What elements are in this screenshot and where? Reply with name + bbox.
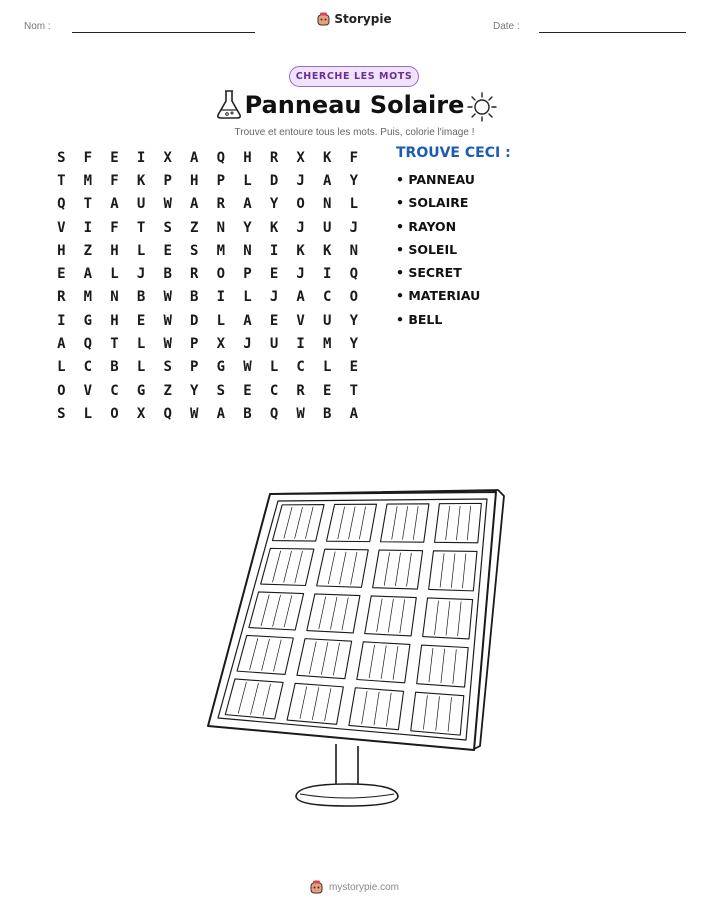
grid-cell: N xyxy=(216,219,226,236)
grid-cell: H xyxy=(243,149,252,166)
grid-cell: P xyxy=(190,359,199,376)
grid-cell: K xyxy=(323,149,332,166)
grid-cell: N xyxy=(349,242,359,259)
grid-cell: A xyxy=(190,149,199,166)
grid-cell: S xyxy=(216,382,226,399)
grid-cell: E xyxy=(110,149,119,166)
grid-cell: X xyxy=(216,336,226,353)
grid-cell: O xyxy=(110,405,119,422)
grid-cell: A xyxy=(57,336,66,353)
grid-cell: A xyxy=(243,196,252,213)
grid-cell: T xyxy=(110,336,119,353)
footer xyxy=(0,880,709,894)
grid-cell: J xyxy=(269,289,279,306)
date-label: Date : xyxy=(493,21,520,32)
grid-cell: G xyxy=(136,382,146,399)
grid-cell: L xyxy=(57,359,66,376)
grid-cell: P xyxy=(190,336,199,353)
grid-cell: M xyxy=(323,336,332,353)
grid-cell: R xyxy=(216,196,226,213)
grid-cell: L xyxy=(110,266,119,283)
grid-cell: T xyxy=(83,196,93,213)
grid-cell: J xyxy=(296,172,305,189)
grid-cell: P xyxy=(163,172,172,189)
grid-cell: L xyxy=(83,405,93,422)
grid-cell: H xyxy=(190,172,199,189)
grid-cell: B xyxy=(323,405,332,422)
grid-cell: T xyxy=(57,172,66,189)
grid-cell: Z xyxy=(190,219,199,236)
grid-cell: A xyxy=(110,196,119,213)
grid-cell: A xyxy=(243,312,252,329)
grid-cell: B xyxy=(110,359,119,376)
grid-cell: Y xyxy=(349,172,359,189)
storypie-logo-icon xyxy=(310,880,323,894)
grid-cell: E xyxy=(269,266,279,283)
grid-cell: I xyxy=(216,289,226,306)
word-list-item: • SECRET xyxy=(396,265,462,281)
grid-cell: B xyxy=(243,405,252,422)
grid-cell: Y xyxy=(349,312,359,329)
grid-cell: A xyxy=(190,196,199,213)
grid-cell: D xyxy=(190,312,199,329)
grid-cell: I xyxy=(323,266,332,283)
grid-cell: N xyxy=(110,289,119,306)
grid-cell: E xyxy=(269,312,279,329)
grid-cell: A xyxy=(323,172,332,189)
grid-cell: O xyxy=(216,266,226,283)
grid-cell: C xyxy=(296,359,305,376)
grid-cell: J xyxy=(296,219,305,236)
grid-cell: Y xyxy=(243,219,252,236)
grid-cell: L xyxy=(243,289,252,306)
grid-cell: F xyxy=(349,149,359,166)
grid-cell: O xyxy=(349,289,359,306)
footer-url[interactable]: mystorypie.com xyxy=(328,881,399,893)
grid-cell: I xyxy=(296,336,305,353)
grid-cell: L xyxy=(136,242,146,259)
grid-cell: E xyxy=(57,266,66,283)
page-title: Panneau Solaire xyxy=(244,91,465,119)
instructions: Trouve et entoure tous les mots. Puis, colorie l'image ! xyxy=(234,127,475,138)
grid-cell: F xyxy=(110,172,119,189)
grid-cell: X xyxy=(296,149,305,166)
grid-cell: R xyxy=(57,289,66,306)
solar-panel-illustration xyxy=(200,488,510,808)
grid-cell: O xyxy=(57,382,66,399)
grid-cell: H xyxy=(110,242,119,259)
grid-cell: R xyxy=(296,382,305,399)
grid-cell: B xyxy=(163,266,172,283)
grid-cell: V xyxy=(57,219,66,236)
grid-cell: S xyxy=(163,219,172,236)
grid-cell: U xyxy=(136,196,146,213)
grid-cell: E xyxy=(243,382,252,399)
date-line xyxy=(539,32,686,33)
word-list-item: • RAYON xyxy=(396,218,457,234)
grid-cell: L xyxy=(216,312,226,329)
word-list-title: TROUVE CECI : xyxy=(396,145,511,161)
grid-cell: L xyxy=(349,196,359,213)
grid-cell: C xyxy=(269,382,279,399)
grid-cell: E xyxy=(163,242,172,259)
brand xyxy=(0,12,709,26)
grid-cell: U xyxy=(323,312,332,329)
grid-cell: E xyxy=(136,312,146,329)
sun-icon xyxy=(466,91,498,123)
grid-cell: Z xyxy=(163,382,172,399)
grid-cell: J xyxy=(296,266,305,283)
storypie-logo-icon xyxy=(317,12,330,26)
category-badge: CHERCHE LES MOTS xyxy=(289,66,419,87)
grid-cell: K xyxy=(296,242,305,259)
grid-cell: W xyxy=(163,196,172,213)
word-list-item: • SOLEIL xyxy=(396,241,458,257)
grid-cell: O xyxy=(296,196,305,213)
word-list-item: • MATERIAU xyxy=(396,288,481,304)
grid-cell: L xyxy=(136,336,146,353)
grid-cell: P xyxy=(216,172,226,189)
word-list xyxy=(396,170,480,333)
word-list-item: • SOLAIRE xyxy=(396,195,469,211)
grid-cell: P xyxy=(243,266,252,283)
grid-cell: R xyxy=(269,149,279,166)
grid-cell: Q xyxy=(349,266,359,283)
grid-cell: S xyxy=(190,242,199,259)
grid-cell: W xyxy=(163,336,172,353)
grid-cell: D xyxy=(269,172,279,189)
grid-cell: W xyxy=(163,312,172,329)
grid-cell: E xyxy=(323,382,332,399)
grid-cell: Y xyxy=(190,382,199,399)
grid-cell: W xyxy=(190,405,199,422)
grid-cell: J xyxy=(243,336,252,353)
grid-cell: I xyxy=(57,312,66,329)
grid-cell: K xyxy=(323,242,332,259)
grid-cell: E xyxy=(349,359,359,376)
grid-cell: N xyxy=(243,242,252,259)
grid-cell: Q xyxy=(163,405,172,422)
grid-cell: V xyxy=(296,312,305,329)
grid-cell: Q xyxy=(269,405,279,422)
grid-cell: S xyxy=(57,149,66,166)
grid-cell: T xyxy=(136,219,146,236)
grid-cell: U xyxy=(269,336,279,353)
grid-cell: J xyxy=(349,219,359,236)
grid-cell: V xyxy=(83,382,93,399)
grid-cell: X xyxy=(136,405,146,422)
grid-cell: X xyxy=(163,149,172,166)
brand-name: Storypie xyxy=(334,12,392,26)
grid-cell: S xyxy=(57,405,66,422)
grid-cell: U xyxy=(323,219,332,236)
grid-cell: F xyxy=(110,219,119,236)
grid-cell: I xyxy=(136,149,146,166)
grid-cell: Q xyxy=(83,336,93,353)
grid-cell: H xyxy=(57,242,66,259)
grid-cell: S xyxy=(163,359,172,376)
grid-cell: A xyxy=(216,405,226,422)
grid-cell: K xyxy=(269,219,279,236)
grid-cell: T xyxy=(349,382,359,399)
grid-cell: L xyxy=(323,359,332,376)
grid-cell: A xyxy=(349,405,359,422)
grid-cell: Z xyxy=(83,242,93,259)
grid-cell: J xyxy=(136,266,146,283)
grid-cell: F xyxy=(83,149,93,166)
grid-cell: I xyxy=(269,242,279,259)
grid-cell: L xyxy=(269,359,279,376)
word-list-item: • BELL xyxy=(396,311,443,327)
grid-cell: A xyxy=(296,289,305,306)
grid-cell: H xyxy=(110,312,119,329)
grid-cell: B xyxy=(136,289,146,306)
grid-cell: C xyxy=(110,382,119,399)
grid-cell: M xyxy=(83,289,93,306)
grid-cell: C xyxy=(83,359,93,376)
word-list-item: • PANNEAU xyxy=(396,172,475,187)
grid-cell: G xyxy=(83,312,93,329)
name-label: Nom : xyxy=(24,21,51,32)
grid-cell: L xyxy=(136,359,146,376)
grid-cell: G xyxy=(216,359,226,376)
grid-cell: Y xyxy=(269,196,279,213)
grid-cell: W xyxy=(296,405,305,422)
grid-cell: R xyxy=(190,266,199,283)
name-line xyxy=(72,32,255,33)
grid-cell: L xyxy=(243,172,252,189)
grid-cell: W xyxy=(163,289,172,306)
grid-cell: M xyxy=(216,242,226,259)
grid-cell: A xyxy=(83,266,93,283)
grid-cell: B xyxy=(190,289,199,306)
grid-cell: Q xyxy=(57,196,66,213)
grid-cell: K xyxy=(136,172,146,189)
grid-cell: M xyxy=(83,172,93,189)
word-search-grid xyxy=(48,146,367,426)
grid-cell: W xyxy=(243,359,252,376)
grid-cell: C xyxy=(323,289,332,306)
grid-cell: Y xyxy=(349,336,359,353)
grid-cell: I xyxy=(83,219,93,236)
grid-cell: Q xyxy=(216,149,226,166)
grid-cell: N xyxy=(323,196,332,213)
